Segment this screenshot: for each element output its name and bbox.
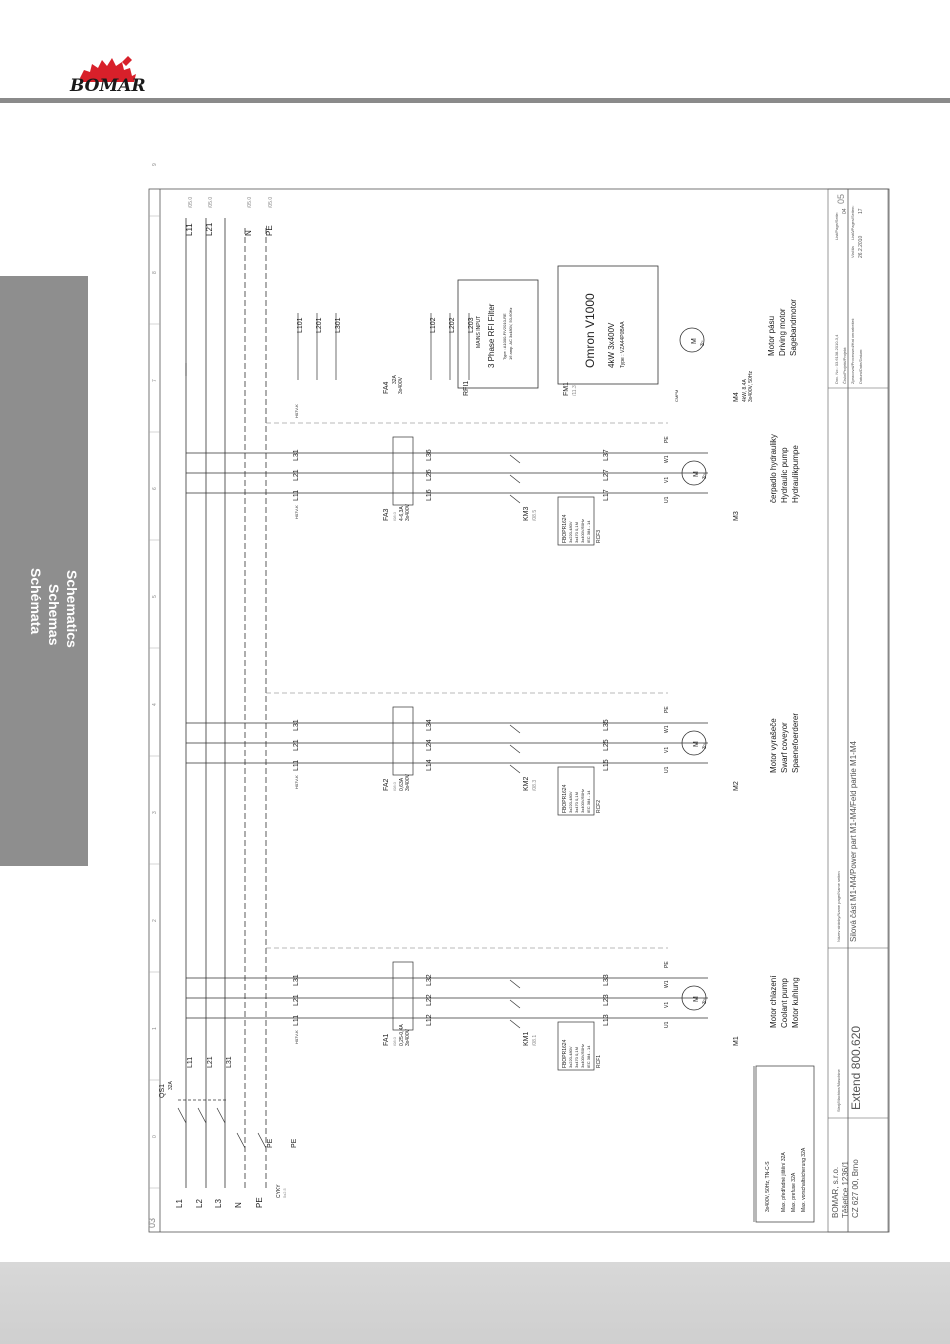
m4-motor-3ph: 3~ [700,340,706,346]
company-2: Těšetice 1236/1 [841,1161,850,1218]
sheets-label: Listů/Pages/Seiten: [850,205,855,240]
motor-branch-2 [186,693,800,815]
motor-3-desc-2: Hydraulikpumpe [791,445,800,503]
doc-no: Doc. No.: 03.6138-2010-3,4 [834,334,839,384]
km1-name: KM1 [523,1031,530,1046]
header-rule [0,98,950,103]
km2-ref: /08.3 [532,779,538,791]
inverter-ref: /11.3 [572,385,578,396]
motor-1-desc-2: Motor kuhlung [791,977,800,1028]
filter-label: 3 Phase RFI Filter [487,303,496,368]
rc-module-2-line-2: 3x470 0,1M [574,792,579,813]
branch-1-in-2: L31 [293,974,300,986]
column-number-0: 0 [152,1135,158,1138]
machine-label: Stroj/Machine/Maschine [836,1069,841,1112]
inverter-type: Type : VZA44P0BAA [620,321,626,368]
rc-module-1-line-1: 3x220-480V [568,1046,573,1068]
cable-spec: 5x2.5 [282,1188,287,1198]
rc-module-1-line-4: IEC 384 - 14 [586,1045,591,1068]
fa2-range: 0,63A [399,777,405,791]
m4-motor-m: M [691,338,698,344]
motor-3-name: M3 [733,511,740,521]
side-tab-de: Schemas [46,584,62,646]
fa2-volt: 3x400V [405,774,411,791]
branch-1-in-0: L11 [293,1014,300,1026]
branch-3-in-1: L21 [293,469,300,481]
bus-r-ref-3: /05.0 [247,196,253,208]
fa4-volt: 3x400V [398,377,404,394]
processed-by: Vlačila [850,246,855,258]
fa1-volt: 3x400V [405,1029,411,1046]
fa2-relay-box [393,707,413,775]
date-value: 26.2.2010 [858,235,864,258]
branch-2-in-2: L31 [293,719,300,731]
m4-in-3: L301 [335,317,342,333]
rc-module-1-line-0: FBOPR1624 [562,1039,568,1068]
m4-desc-3: Sagebandmotor [789,299,798,356]
motor-2-desc-1: Swarf coveyor [780,722,789,773]
branch-3-mid-0: L16 [426,489,433,501]
branch-3-in-0: L11 [293,489,300,501]
fa2-name: FA2 [383,778,390,791]
bus-pe: PE [255,1197,264,1208]
motor-3-desc-0: čerpadlo hydrauliky [769,434,778,503]
m4-name: M4 [733,392,740,402]
motor-3-terminal-1: V1 [664,476,670,483]
content-label: Název stránky/Name page/Name seiten [836,871,841,942]
motor-1-3ph: 3~ [702,998,708,1004]
column-number-3: 3 [152,811,158,814]
branch-3-out-2: L37 [603,449,610,461]
branch-3-mid-1: L26 [426,469,433,481]
fa4-rating: 32A [392,375,398,384]
bus-r-ref-1: /05.0 [188,196,194,208]
rc-module-2-line-1: 3x220-480V [568,791,573,813]
branch-3-cable: H07V-K [294,505,299,519]
m4-out-1: L102 [430,317,437,333]
km2-name: KM2 [523,776,530,791]
inverter-name: FM1 [563,382,570,396]
fa3-volt: 3x400V [405,504,411,521]
motor-branch-1 [186,948,800,1070]
supply-line-1: Max. předřadné jištění 32A [781,1152,787,1212]
fa4-cable: H07V-K [294,404,299,418]
fa3-range: 4-6,3A [399,506,405,521]
schematic-drawing [147,163,890,1233]
m4-out-2: L202 [449,317,456,333]
sheets-value: 17 [858,208,864,214]
filter-line2: 16 amp. AC 3x480V, 50-60Hz [508,307,513,360]
branch-3-in-2: L31 [293,449,300,461]
column-number-4: 4 [152,703,158,706]
branch-1-out-0: L13 [603,1014,610,1026]
side-tab-labels [0,276,88,866]
fa3-name: FA3 [383,508,390,521]
rc-module-3-line-0: FBOPR1624 [562,514,568,543]
motor-1-terminal-0: U1 [664,1021,670,1028]
fa1-relay-box [393,962,413,1030]
schematic-sheet [147,163,890,1233]
rc-module-2-line-0: FBOPR1624 [562,784,568,813]
branch-1-cable: H07V-K [294,1030,299,1044]
bus-r-n: N [244,230,253,236]
branch-1-out-1: L23 [603,994,610,1006]
fa3-relay-box [393,437,413,505]
motor-1-desc-0: Motor chlazení [769,975,778,1028]
filter-type: Type : A1000-FIV2010-RE [502,313,507,360]
date-label: Datum/Date/Datum: [858,348,863,384]
motor-1-terminal-1: V1 [664,1001,670,1008]
side-tab-en: Schematics [64,570,80,648]
motor-1-terminal-3: PE [664,961,670,968]
bus-r-ref-4: /05.0 [268,196,274,208]
branch-2-out-2: L35 [603,719,610,731]
m4-out-3: L203 [468,317,475,333]
qs1-rating: 32A [168,1081,174,1090]
fa3-ref: /08.0 [392,512,397,521]
km3-ref: /08.5 [532,509,538,521]
motor-2-m: M [693,741,700,747]
filter-sub: MAINS INPUT [476,315,482,348]
column-number-9: 9 [152,163,158,166]
fa1-name: FA1 [383,1033,390,1046]
rc-module-2-line-4: IEC 384 - 14 [586,790,591,813]
motor-2-terminal-3: PE [664,706,670,713]
filter-name: RFI1 [463,380,470,396]
motor-3-3ph: 3~ [702,473,708,479]
m4-branch [186,266,798,418]
branch-1-mid-0: L12 [426,1014,433,1026]
pe-label-2: PE [291,1138,298,1148]
inverter-power: 4kW 3x400V [607,322,616,368]
branch-2-out-0: L15 [603,759,610,771]
motor-2-terminal-1: V1 [664,746,670,753]
content-title: Silová část M1-M4/Power part M1-M4/Feld partie M1-M4 [849,741,858,942]
column-number-5: 5 [152,595,158,598]
column-number-7: 7 [152,379,158,382]
fa1-ref: /08.0 [392,1037,397,1046]
branch-1-out-2: L33 [603,974,610,986]
rc-module-3-line-3: 3x400V/50Hz [580,518,585,543]
rc-name-2: RCF2 [596,799,602,813]
supply-line-2: Max. prefuse 32A [791,1172,797,1212]
km1-ref: /08.1 [532,1034,538,1046]
m4-volt: 3x400V, 50Hz [748,371,754,402]
list-label: List/Page/Seite: [834,211,839,240]
m4-desc-1: Motor pásu [767,315,776,356]
bus-l2: L2 [195,1199,204,1208]
motor-2-terminal-0: U1 [664,766,670,773]
project-label: Číslo/Projekt/Projekt: [842,346,847,384]
bus-r-pe: PE [265,225,274,236]
motor-1-terminal-2: W1 [664,980,670,988]
motor-1-m: M [693,996,700,1002]
pe-label-1: PE [267,1138,274,1148]
branch-2-cable: H07V-K [294,775,299,789]
motor-3-desc-1: Hydraulic pump [780,447,789,503]
rc-module-3-line-4: IEC 384 - 14 [586,520,591,543]
bus-r-l11: L11 [185,223,194,236]
branch-1-in-1: L21 [293,994,300,1006]
bus-r-ref-2: /05.0 [208,196,214,208]
rc-name-1: RCF1 [596,1054,602,1068]
cable-type: CYKY [276,1184,282,1198]
fa2-ref: /08.0 [392,782,397,791]
km3-name: KM3 [523,506,530,521]
branch-3-mid-2: L36 [426,449,433,461]
list-value: 04 [842,208,848,214]
qs1-out-2: L21 [207,1056,214,1068]
supply-line-3: Max. vorschaltsicherung 32A [801,1147,807,1212]
rc-module-1-line-3: 3x400V/50Hz [580,1043,585,1068]
rfi-filter-box [458,280,538,388]
supply-title: 3x400V, 50Hz, TN-C-S [765,1161,771,1212]
branch-2-mid-2: L34 [426,719,433,731]
motor-2-desc-2: Spaenefoerderer [791,712,800,773]
m4-in-2: L201 [316,317,323,333]
bus-l3: L3 [214,1199,223,1208]
m4-desc-2: Driving motor [778,308,787,356]
logo-text: BOMAR [70,76,146,96]
company-3: CZ 627 00, Brno [851,1159,860,1218]
branch-3-out-1: L27 [603,469,610,481]
qs1-out-1: L11 [187,1056,194,1068]
bus-l1: L1 [175,1199,184,1208]
motor-1-desc-1: Coolant pump [780,978,789,1028]
m4-cable: CMPM [674,389,679,402]
page-footer [0,1262,950,1344]
sheet-next: 05 [836,193,846,204]
rc-module-2-line-3: 3x400V/50Hz [580,788,585,813]
branch-2-out-1: L25 [603,739,610,751]
qs1-label: QS1 [159,1083,166,1098]
branch-2-mid-0: L14 [426,759,433,771]
company-1: BOMAR, s.r.o. [831,1166,840,1218]
column-number-6: 6 [152,487,158,490]
branch-2-mid-1: L24 [426,739,433,751]
rc-module-1-line-2: 3x470 0,1M [574,1047,579,1068]
branch-1-mid-2: L32 [426,974,433,986]
sheet-prev: 03 [147,1217,157,1228]
branch-1-mid-1: L22 [426,994,433,1006]
bus-r-l21: L21 [205,222,214,236]
column-number-1: 1 [152,1027,158,1030]
machine-name: Extend 800.620 [849,1025,863,1110]
fa4-label: FA4 [383,381,390,394]
bus-n: N [234,1202,243,1208]
motor-3-m: M [693,471,700,477]
processed-label: Zpracoval/Processed/Hat verarbeitet: [850,317,855,384]
rc-module-3-line-1: 3x220-480V [568,521,573,543]
branch-2-in-1: L21 [293,739,300,751]
column-number-8: 8 [152,271,158,274]
motor-2-name: M2 [733,781,740,791]
motor-branch-3 [186,423,800,545]
motor-2-desc-0: Motor vyrašeče [769,718,778,773]
branch-2-in-0: L11 [293,759,300,771]
side-tab-cz: Schémata [28,568,44,635]
motor-2-terminal-2: W1 [664,725,670,733]
motor-3-terminal-0: U1 [664,496,670,503]
motor-1-name: M1 [733,1036,740,1046]
inverter-label: Omron V1000 [583,293,597,368]
qs1-out-3: L31 [226,1056,233,1068]
m4-spec: 4kW, 8.4A [742,379,748,402]
branch-3-out-0: L17 [603,489,610,501]
rc-module-3-line-2: 3x470 0,1M [574,522,579,543]
motor-3-terminal-3: PE [664,436,670,443]
motor-3-terminal-2: W1 [664,455,670,463]
fa1-range: 0,25-0,4A [399,1024,405,1046]
m4-in-1: L101 [297,317,304,333]
motor-2-3ph: 3~ [702,743,708,749]
column-number-2: 2 [152,919,158,922]
rc-name-3: RCF3 [596,529,602,543]
